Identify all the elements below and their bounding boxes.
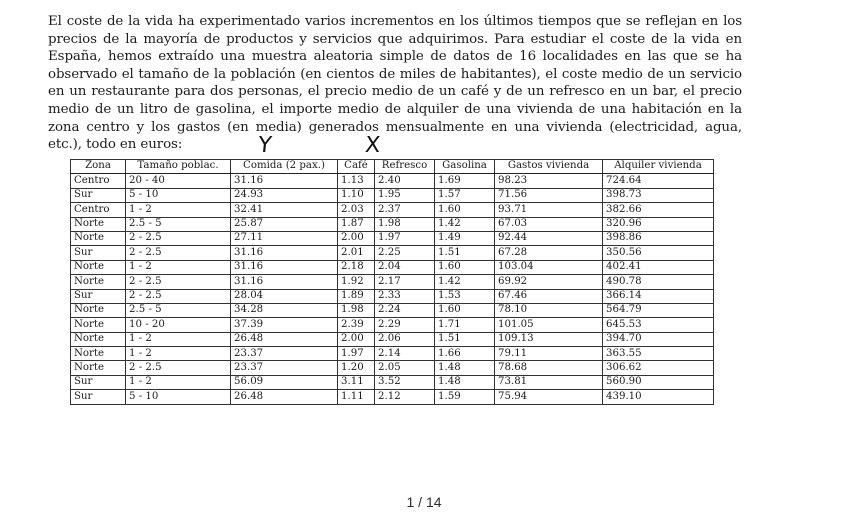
table-cell: 1.97: [375, 231, 435, 245]
table-cell: 2.04: [375, 260, 435, 274]
table-cell: 28.04: [231, 289, 338, 303]
table-cell: 2.18: [338, 260, 375, 274]
table-cell: 67.03: [495, 217, 603, 231]
table-cell: 1.95: [375, 188, 435, 202]
table-cell: 1.92: [338, 275, 375, 289]
table-cell: 92.44: [495, 231, 603, 245]
table-cell: 69.92: [495, 275, 603, 289]
table-cell: 3.11: [338, 375, 375, 389]
table-cell: 73.81: [495, 375, 603, 389]
table-cell: 398.86: [603, 231, 714, 245]
table-cell: 5 - 10: [126, 188, 231, 202]
table-cell: Norte: [71, 303, 126, 317]
table-row: [71, 231, 714, 245]
table-cell: 1 - 2: [126, 332, 231, 346]
table-cell: 2 - 2.5: [126, 289, 231, 303]
table-row: [71, 332, 714, 346]
table-cell: Sur: [71, 188, 126, 202]
table-cell: 1.13: [338, 174, 375, 188]
table-cell: 1.98: [375, 217, 435, 231]
table-cell: Sur: [71, 246, 126, 260]
table-cell: Sur: [71, 289, 126, 303]
table-cell: Norte: [71, 231, 126, 245]
table-cell: 2 - 2.5: [126, 361, 231, 375]
table-cell: 1.48: [435, 361, 495, 375]
column-header: Tamaño poblac.: [126, 160, 231, 174]
table-cell: 1 - 2: [126, 203, 231, 217]
table-cell: Sur: [71, 375, 126, 389]
table-cell: 25.87: [231, 217, 338, 231]
handwritten-x-annotation: X: [364, 133, 381, 158]
table-cell: Norte: [71, 318, 126, 332]
table-cell: 1.11: [338, 390, 375, 404]
table-row: [71, 188, 714, 202]
column-header: Gasolina: [435, 160, 495, 174]
table-cell: 1.71: [435, 318, 495, 332]
table-cell: 724.64: [603, 174, 714, 188]
table-cell: 2.5 - 5: [126, 217, 231, 231]
table-cell: 2.39: [338, 318, 375, 332]
table-cell: 1.42: [435, 217, 495, 231]
table-row: [71, 217, 714, 231]
table-cell: 78.68: [495, 361, 603, 375]
table-cell: 103.04: [495, 260, 603, 274]
table-row: [71, 260, 714, 274]
table-cell: 75.94: [495, 390, 603, 404]
table-cell: 20 - 40: [126, 174, 231, 188]
table-cell: Norte: [71, 332, 126, 346]
table-cell: Norte: [71, 275, 126, 289]
table-cell: 2 - 2.5: [126, 246, 231, 260]
table-cell: 26.48: [231, 332, 338, 346]
table-cell: 402.41: [603, 260, 714, 274]
table-cell: 1 - 2: [126, 375, 231, 389]
table-cell: 350.56: [603, 246, 714, 260]
table-cell: 23.37: [231, 347, 338, 361]
table-cell: 1.42: [435, 275, 495, 289]
table-cell: 3.52: [375, 375, 435, 389]
column-header: Café: [338, 160, 375, 174]
table-cell: 2.5 - 5: [126, 303, 231, 317]
table-cell: 1.98: [338, 303, 375, 317]
table-row: [71, 375, 714, 389]
table-cell: 1.10: [338, 188, 375, 202]
table-cell: 1.60: [435, 203, 495, 217]
table-cell: 2.01: [338, 246, 375, 260]
table-cell: 1.49: [435, 231, 495, 245]
table-cell: 2.37: [375, 203, 435, 217]
column-header: Zona: [71, 160, 126, 174]
table-cell: 1.57: [435, 188, 495, 202]
table-row: [71, 289, 714, 303]
table-row: [71, 246, 714, 260]
handwritten-y-annotation: Y: [256, 133, 273, 158]
table-cell: 1.60: [435, 260, 495, 274]
table-cell: 37.39: [231, 318, 338, 332]
table-row: [71, 390, 714, 404]
intro-paragraph: El coste de la vida ha experimentado varios incrementos en los últimos tiempos que se reflejan en los precios de la mayoría de productos y servicios que adquirimos. Para estudiar el coste de la vida en España, hemos extraído una muestra aleatoria simple de datos de 16 localidades en las que se ha observado el tamaño de la población (en cientos de miles de habitantes), el coste medio de un servicio en un restaurante para dos personas, el precio medio de un café y de un refresco en un bar, el precio medio de un litro de gasolina, el importe medio de alquiler de una vivienda de una habitación en la zona centro y los gastos (en media) generados mensualmente en una vivienda (electricidad, agua, etc.), todo en euros:: [48, 14, 742, 153]
table-cell: 98.23: [495, 174, 603, 188]
table-cell: 1.97: [338, 347, 375, 361]
column-header: Comida (2 pax.): [231, 160, 338, 174]
table-cell: 363.55: [603, 347, 714, 361]
table-cell: 2.29: [375, 318, 435, 332]
table-cell: 71.56: [495, 188, 603, 202]
table-cell: 645.53: [603, 318, 714, 332]
table-cell: 2.00: [338, 231, 375, 245]
table-cell: 394.70: [603, 332, 714, 346]
table-cell: 109.13: [495, 332, 603, 346]
table-cell: 1.51: [435, 246, 495, 260]
table-row: [71, 275, 714, 289]
column-header: Alquiler vivienda: [603, 160, 714, 174]
column-header: Refresco: [375, 160, 435, 174]
table-cell: 93.71: [495, 203, 603, 217]
table-cell: 560.90: [603, 375, 714, 389]
table-cell: 306.62: [603, 361, 714, 375]
table-cell: 1.87: [338, 217, 375, 231]
table-cell: Norte: [71, 217, 126, 231]
table-row: [71, 347, 714, 361]
table-cell: 320.96: [603, 217, 714, 231]
table-cell: 5 - 10: [126, 390, 231, 404]
page-indicator: 1 / 14: [406, 494, 442, 510]
table-cell: 2.06: [375, 332, 435, 346]
table-cell: 398.73: [603, 188, 714, 202]
table-cell: 2.24: [375, 303, 435, 317]
table-cell: 1 - 2: [126, 260, 231, 274]
table-cell: 2.25: [375, 246, 435, 260]
table-cell: 1.20: [338, 361, 375, 375]
table-cell: Sur: [71, 390, 126, 404]
table-cell: 2.05: [375, 361, 435, 375]
table-cell: 439.10: [603, 390, 714, 404]
table-cell: 564.79: [603, 303, 714, 317]
table-cell: 366.14: [603, 289, 714, 303]
table-cell: Norte: [71, 347, 126, 361]
table-body: [71, 174, 714, 404]
table-cell: 31.16: [231, 246, 338, 260]
table-cell: 26.48: [231, 390, 338, 404]
table-cell: 1.51: [435, 332, 495, 346]
table-cell: 78.10: [495, 303, 603, 317]
table-cell: 1.66: [435, 347, 495, 361]
table-cell: 10 - 20: [126, 318, 231, 332]
table-cell: 1.59: [435, 390, 495, 404]
table-cell: 34.28: [231, 303, 338, 317]
table-row: [71, 203, 714, 217]
table-row: [71, 174, 714, 188]
table-row: [71, 303, 714, 317]
table-cell: Centro: [71, 174, 126, 188]
table-cell: 2 - 2.5: [126, 231, 231, 245]
table-cell: 1.48: [435, 375, 495, 389]
table-cell: 1.89: [338, 289, 375, 303]
table-cell: 101.05: [495, 318, 603, 332]
table-cell: 32.41: [231, 203, 338, 217]
table-cell: 1.53: [435, 289, 495, 303]
table-cell: Norte: [71, 260, 126, 274]
table-cell: Centro: [71, 203, 126, 217]
table-cell: 27.11: [231, 231, 338, 245]
table-cell: 2.00: [338, 332, 375, 346]
table-cell: 1 - 2: [126, 347, 231, 361]
table-cell: 56.09: [231, 375, 338, 389]
table-cell: 31.16: [231, 174, 338, 188]
table-cell: 382.66: [603, 203, 714, 217]
table-cell: 23.37: [231, 361, 338, 375]
table-cell: 2.14: [375, 347, 435, 361]
table-cell: 2.17: [375, 275, 435, 289]
table-cell: 2.12: [375, 390, 435, 404]
cost-of-living-table: [70, 159, 714, 405]
table-cell: 1.69: [435, 174, 495, 188]
table-cell: 31.16: [231, 260, 338, 274]
table-cell: 1.60: [435, 303, 495, 317]
table-cell: 67.46: [495, 289, 603, 303]
table-cell: 490.78: [603, 275, 714, 289]
table-cell: 79.11: [495, 347, 603, 361]
table-row: [71, 318, 714, 332]
table-header-row: [71, 160, 714, 174]
table-cell: 31.16: [231, 275, 338, 289]
table-cell: 67.28: [495, 246, 603, 260]
table-cell: 2 - 2.5: [126, 275, 231, 289]
table-cell: Norte: [71, 361, 126, 375]
table-cell: 2.33: [375, 289, 435, 303]
table-cell: 2.40: [375, 174, 435, 188]
table-row: [71, 361, 714, 375]
table-cell: 24.93: [231, 188, 338, 202]
column-header: Gastos vivienda: [495, 160, 603, 174]
table-cell: 2.03: [338, 203, 375, 217]
